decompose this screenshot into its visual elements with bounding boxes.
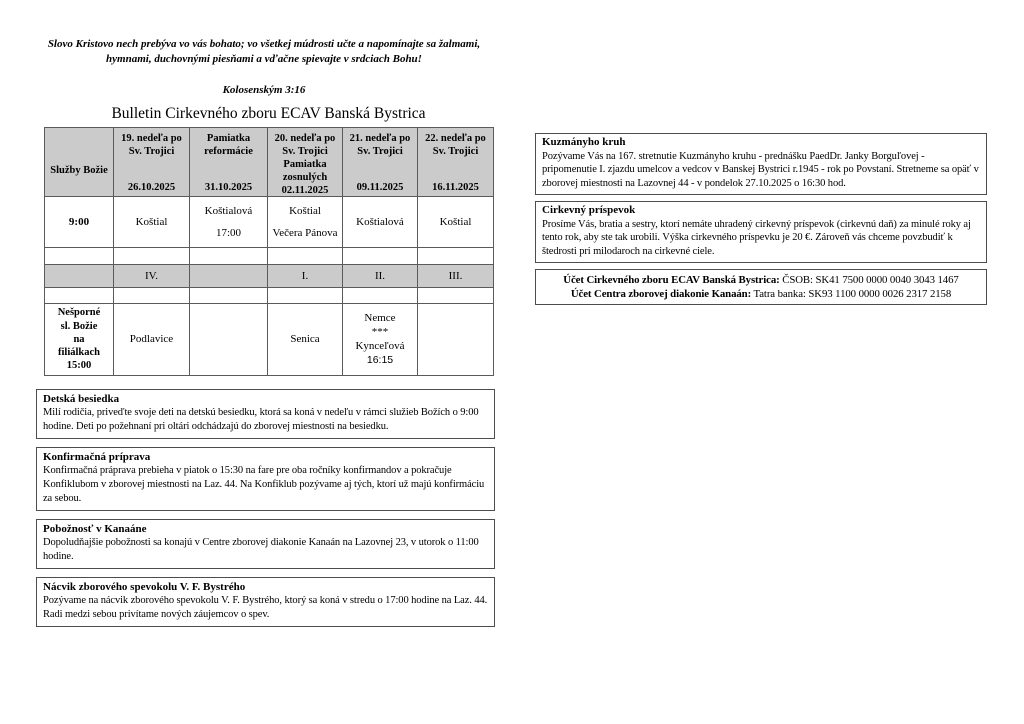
announcement-box-kuzmanyho-kruh [535, 133, 987, 195]
offering-cell: IV. [114, 265, 190, 288]
schedule-header-cell-5 [418, 128, 494, 197]
empty-cell [418, 288, 494, 304]
scripture-quote-line2: hymnami, duchovnými piesňami a vďačne spievajte v srdciach Bohu! [106, 53, 422, 65]
header-line: 20. nedeľa po [274, 132, 336, 144]
empty-cell [45, 265, 114, 288]
scripture-quote [24, 37, 504, 98]
announcement-body: Pozývame Vás na 167. stretnutie Kuzmányho kruhu - prednášku PaedDr. Janky Borguľovej - pripomenutie I. zjazdu umelcov a vedcov v Banskej Bystrici r.1945 - rok po Povstaní. Stretneme sa opäť v zborovej miestnosti na Lazovnej 44 - v pondelok 27.10.2025 o 16:30 hod. [542, 150, 979, 189]
bank-accounts-box [535, 269, 987, 305]
empty-cell [45, 248, 114, 265]
announcement-heading: Nácvik zborového spevokolu V. F. Bystrého [43, 581, 246, 593]
schedule-offering-row [45, 265, 494, 288]
cell-line: Nemce [364, 312, 396, 324]
cell-line: Koštial [289, 204, 321, 217]
schedule-cell [268, 304, 343, 376]
cell-line: Podlavice [129, 333, 174, 345]
announcement-heading: Konfirmačná príprava [43, 451, 151, 463]
schedule-vesper-row [45, 304, 494, 376]
announcement-body: Pozývame na nácvik zborového spevokolu V. F. Bystrého, ktorý sa koná v stredu o 17:00 hodine na Laz. 44. Radi medzi sebou privítame nových záujemcov o spev. [43, 595, 488, 620]
schedule-cell [190, 197, 268, 248]
diakonia-account-label: Účet Centra zborovej diakonie Kanaán: [570, 288, 752, 300]
header-line: Pamiatka [283, 158, 327, 170]
schedule-header-cell-2 [190, 128, 268, 197]
announcement-heading: Cirkevný príspevok [542, 204, 636, 216]
cell-line: Koštial [439, 215, 472, 228]
header-lines [114, 132, 189, 158]
empty-cell [418, 248, 494, 265]
cell-line: Koštialová [204, 204, 253, 217]
header-line: 22. nedeľa po [425, 132, 486, 144]
empty-cell [190, 288, 268, 304]
diakonia-account-line [540, 287, 982, 301]
announcement-body: Milí rodičia, priveďte svoje deti na detskú besiedku, ktorá sa koná v nedeľu v rámci služieb Božích o 9:00 hodine. Deti po požehnaní pri oltári odchádzajú do zborovej miestnosti na besiedku. [43, 407, 479, 432]
announcement-heading: Kuzmányho kruh [542, 136, 626, 148]
vesper-label-line: sl. Božie [60, 320, 98, 332]
diakonia-account-number: Tatra banka: SK93 1100 0000 0026 2317 2158 [751, 288, 952, 300]
announcement-heading: Pobožnosť v Kanaáne [43, 523, 147, 535]
cell-line: 16:15 [366, 354, 394, 366]
announcement-box-detska-besiedka [36, 389, 495, 439]
announcement-box-cirkevny-prispevok [535, 201, 987, 263]
vesper-label-line: filiálkach [57, 347, 100, 359]
cell-line: Koštialová [356, 215, 404, 228]
announcement-box-konfirmacna-priprava [36, 447, 495, 511]
header-line: Sv. Trojici [432, 145, 479, 157]
service-time-cell: 9:00 [45, 197, 114, 248]
schedule-cell [418, 197, 494, 248]
cell-line: 17:00 [215, 226, 242, 239]
announcement-body: Dopoludňajšie pobožnosti sa konajú v Centre zborovej diakonie Kanaán na Lazovnej 23, v utorok o 11:00 hodine. [43, 537, 479, 562]
schedule-cell [114, 304, 190, 376]
schedule-header-cell-3 [268, 128, 343, 197]
empty-cell [418, 304, 494, 376]
header-line: zosnulých [282, 171, 328, 183]
empty-cell [114, 288, 190, 304]
header-line: reformácie [204, 145, 253, 157]
church-account-label: Účet Cirkevného zboru ECAV Banská Bystrica: [563, 274, 780, 286]
schedule-spacer-row [45, 288, 494, 304]
cell-line: Senica [290, 333, 320, 345]
header-lines [268, 132, 342, 184]
header-date: 02.11.2025 [281, 184, 329, 196]
schedule-table [44, 127, 494, 376]
schedule-cell [343, 304, 418, 376]
header-date: 09.11.2025 [356, 181, 404, 193]
schedule-cell [114, 197, 190, 248]
offering-cell: II. [343, 265, 418, 288]
announcement-body: Konfirmačná práprava prebieha v piatok o 15:30 na fare pre oba ročníky konfirmandov a pokračuje Konfiklubom v zborovej miestnosti na Laz. 44. Na Konfiklub pozývame aj tých, ktorí už majú konfirmáciu za sebou. [43, 465, 485, 504]
announcement-box-poboznost-v-kanaane [36, 519, 495, 569]
empty-cell [268, 288, 343, 304]
scripture-reference: Kolosenským 3:16 [222, 84, 306, 96]
announcement-body: Prosíme Vás, bratia a sestry, ktorí nemáte uhradený cirkevný príspevok (cirkevnú daň) za minulé roky aj tento rok, aby ste tak urobili. Výška cirkevného príspevku je 20 €. Zároveň vás chceme povzbudiť k štedrosti pri milodaroch na cirkevné ciele. [542, 218, 971, 257]
vesper-label-line: 15:00 [66, 360, 92, 372]
header-line: Pamiatka [206, 132, 251, 144]
schedule-corner-cell [45, 128, 114, 197]
right-announcements-column [535, 133, 987, 311]
header-lines [190, 132, 267, 158]
cell-line: Kynceľová [355, 340, 405, 352]
schedule-cell [343, 197, 418, 248]
empty-cell [268, 248, 343, 265]
schedule-cell [268, 197, 343, 248]
header-lines [418, 132, 493, 158]
schedule-header-cell-4 [343, 128, 418, 197]
announcement-box-nacvik-spevokolu [36, 577, 495, 627]
cell-line: Koštial [135, 215, 168, 228]
vesper-label-line: na [73, 333, 85, 345]
header-date: 26.10.2025 [127, 181, 176, 193]
header-date: 31.10.2025 [204, 181, 253, 193]
cell-line: Večera Pánova [272, 226, 338, 239]
header-line: Sv. Trojici [128, 145, 175, 157]
vesper-label-cell [45, 304, 114, 376]
offering-cell: III. [418, 265, 494, 288]
church-account-number: ČSOB: SK41 7500 0000 0040 3043 1467 [779, 274, 959, 286]
page-title: Bulletin Cirkevného zboru ECAV Banská Bystrica [111, 105, 426, 122]
offering-cell [190, 265, 268, 288]
empty-cell [190, 304, 268, 376]
schedule-spacer-row [45, 248, 494, 265]
scripture-quote-line1: Slovo Kristovo nech prebýva vo vás bohato; vo všetkej múdrosti učte a napomínajte sa žalmami, [47, 38, 481, 50]
header-date: 16.11.2025 [432, 181, 479, 193]
schedule-main-service-row [45, 197, 494, 248]
church-account-line [540, 273, 982, 287]
announcement-heading: Detská besiedka [43, 393, 120, 405]
header-line: Sv. Trojici [357, 145, 403, 157]
header-line: 19. nedeľa po [121, 132, 182, 144]
vesper-label-line: Nešporné [57, 307, 101, 319]
offering-cell: I. [268, 265, 343, 288]
header-lines [343, 132, 417, 158]
empty-cell [45, 288, 114, 304]
schedule-header-row [45, 128, 494, 197]
left-announcements-column [36, 389, 495, 635]
cell-line: *** [371, 326, 389, 338]
header-line: 21. nedeľa po [349, 132, 411, 144]
schedule-header-cell-1 [114, 128, 190, 197]
empty-cell [114, 248, 190, 265]
empty-cell [343, 288, 418, 304]
empty-cell [190, 248, 268, 265]
empty-cell [343, 248, 418, 265]
header-line: Sv. Trojici [282, 145, 328, 157]
schedule-corner-label: Služby Božie [50, 164, 108, 176]
